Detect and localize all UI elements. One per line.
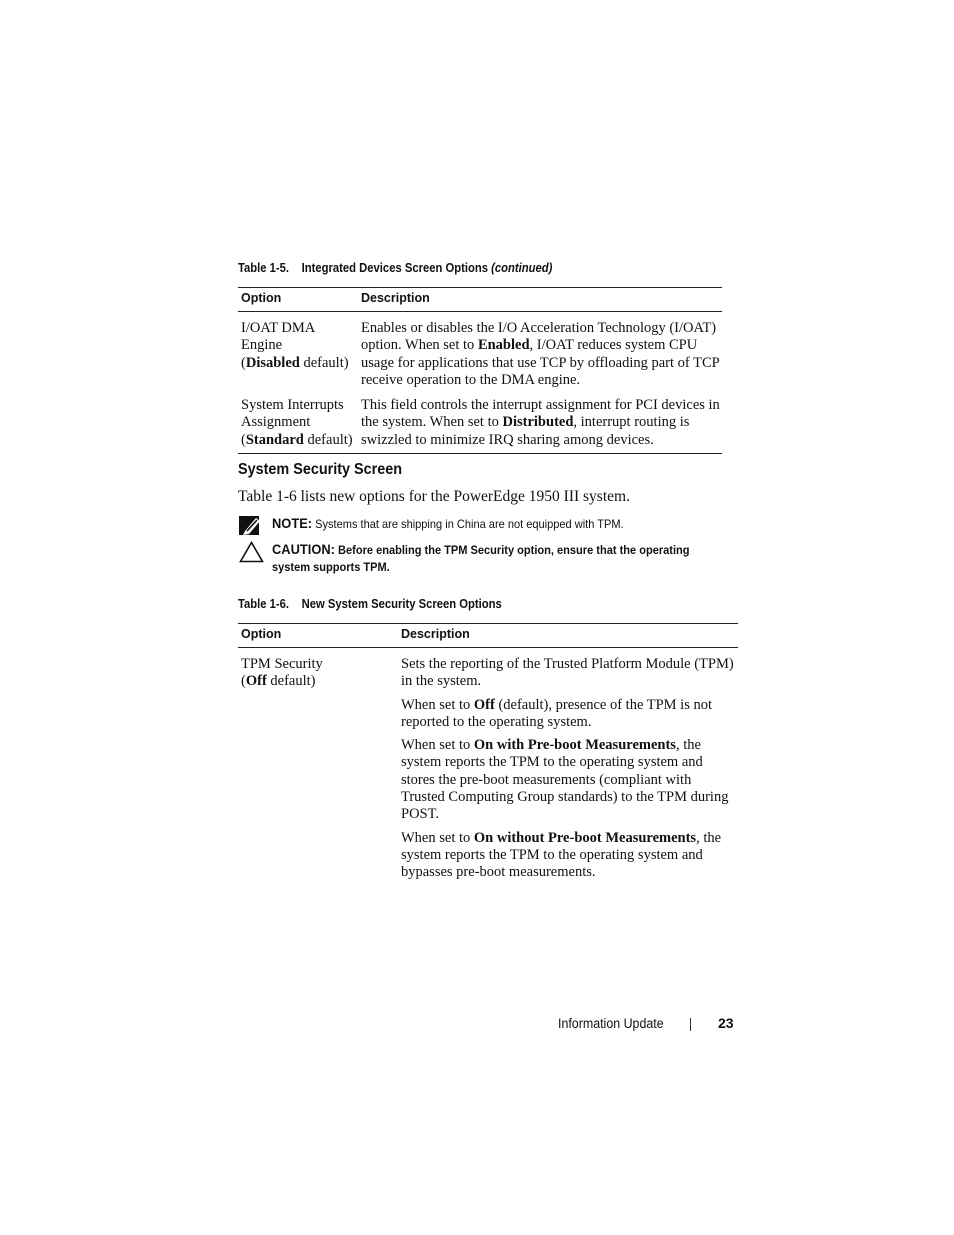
continued-label: (continued) [491, 261, 553, 275]
section-intro: Table 1-6 lists new options for the PowerEdge 1950 III system. [238, 488, 630, 505]
table-1-6-caption [238, 597, 502, 611]
page-number: 23 [718, 1015, 734, 1031]
note-label: NOTE: [272, 515, 313, 531]
option-cell: TPM Security (Off default) [241, 656, 323, 690]
description-cell: Sets the reporting of the Trusted Platform Module (TPM) in the system. When set to Off (default), presence of the TPM is not reported to the operating system. When set to On with Pre-boot Measurements, the system reports the TPM to the operating system and stores the pre-boot measurements (compliant with Trusted Computing Group standards) to the TPM during POST. When set to On without Pre-boot Measurements, the system reports the TPM to the operating system and bypasses pre-boot measurements. [401, 656, 734, 881]
caution-text: Before enabling the TPM Security option, ensure that the operating system supports TPM. [272, 543, 690, 574]
caution-label: CAUTION: [272, 541, 335, 557]
footer-title: Information Update [558, 1016, 664, 1031]
caution-triangle-icon [239, 541, 264, 563]
description-cell: Enables or disables the I/O Acceleration Technology (I/OAT) option. When set to Enabled, I/OAT reduces system CPU usage for applications that use TCP by offloading part of TCP receive operation to the DMA engine. [361, 320, 720, 388]
table-number: Table 1-5. [238, 261, 290, 275]
note-block [272, 515, 695, 531]
option-cell: System Interrupts Assignment (Standard default) [238, 396, 358, 453]
system-security-table [238, 623, 738, 888]
table-row [238, 396, 722, 453]
caution-block [272, 541, 723, 576]
footer-divider [690, 1018, 691, 1031]
table-row [238, 648, 738, 888]
option-column-header: Option [238, 624, 398, 648]
description-column-header: Description [398, 624, 738, 648]
description-cell: This field controls the interrupt assignment for PCI devices in the system. When set to Distributed, interrupt routing is swizzled to minimize IRQ sharing among devices. [358, 396, 722, 453]
table-number: Table 1-6. [238, 597, 290, 611]
table-1-5-caption [238, 261, 552, 275]
integrated-devices-table [238, 287, 722, 454]
note-pencil-icon [239, 514, 263, 536]
table-header-row [238, 624, 738, 648]
table-title: New System Security Screen Options [301, 597, 502, 611]
note-text: Systems that are shipping in China are not equipped with TPM. [312, 517, 624, 531]
section-heading: System Security Screen [238, 461, 403, 478]
option-column-header: Option [238, 288, 358, 312]
description-column-header: Description [358, 288, 722, 312]
table-header-row [238, 288, 722, 312]
table-row [238, 312, 722, 397]
table-title: Integrated Devices Screen Options [301, 261, 488, 275]
option-cell: I/OAT DMA Engine (Disabled default) [241, 320, 349, 371]
